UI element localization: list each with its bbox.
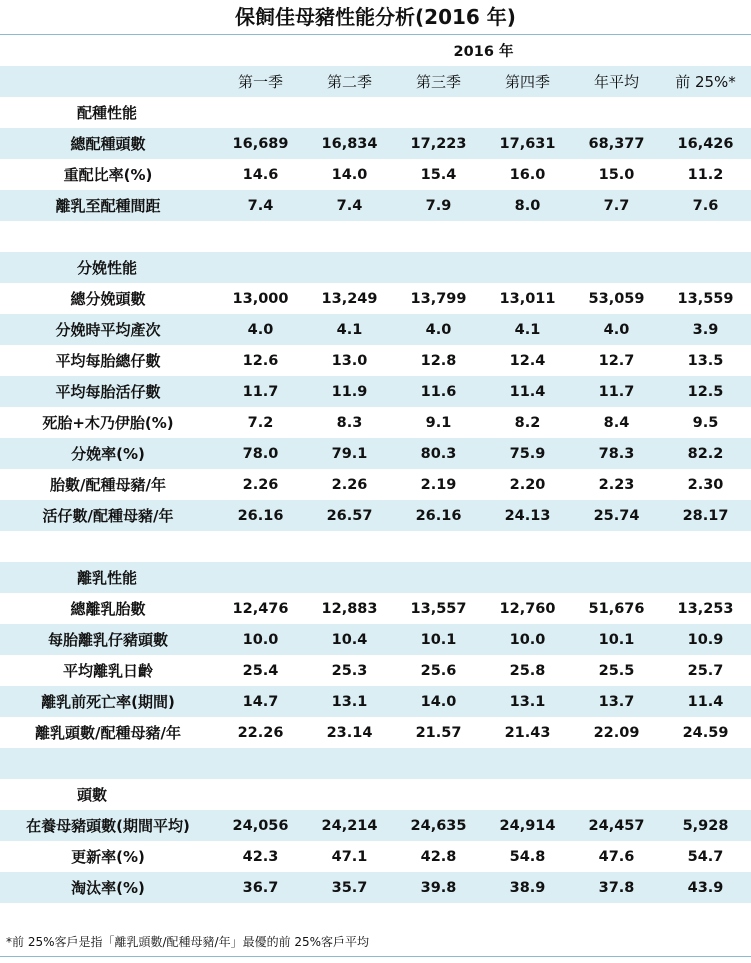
- row-label: 離乳至配種間距: [55, 197, 161, 215]
- table-row: [0, 345, 751, 376]
- row-label: 分娩率(%): [71, 445, 145, 463]
- row-label: 離乳前死亡率(期間): [41, 693, 175, 711]
- cell-value: 12.8: [420, 352, 457, 369]
- table-row: [0, 376, 751, 407]
- cell-value: 13,559: [677, 290, 734, 307]
- cell-value: 75.9: [509, 445, 546, 462]
- cell-value: 21.57: [415, 724, 462, 741]
- cell-value: 16.0: [509, 166, 546, 183]
- cell-value: 24,214: [321, 817, 378, 834]
- cell-value: 11.4: [509, 383, 546, 400]
- row-label: 分娩時平均產次: [55, 321, 161, 339]
- cell-value: 8.0: [514, 197, 541, 214]
- cell-value: 13,253: [677, 600, 734, 617]
- section-header-farrowing: [0, 252, 751, 283]
- cell-value: 25.5: [598, 662, 635, 679]
- table-row: [0, 314, 751, 345]
- cell-value: 25.7: [687, 662, 724, 679]
- cell-value: 4.0: [247, 321, 274, 338]
- cell-value: 2.26: [242, 476, 279, 493]
- table-row: [0, 593, 751, 624]
- section-title: 配種性能: [77, 104, 138, 122]
- cell-value: 8.4: [603, 414, 630, 431]
- page-title: 保飼佳母豬性能分析(2016 年): [235, 5, 516, 29]
- cell-value: 11.9: [331, 383, 368, 400]
- cell-value: 10.0: [509, 631, 546, 648]
- cell-value: 24,635: [410, 817, 467, 834]
- table-row: [0, 717, 751, 748]
- row-label: 每胎離乳仔豬頭數: [47, 631, 168, 649]
- cell-value: 13.1: [331, 693, 368, 710]
- year-header: 2016 年: [453, 44, 514, 60]
- cell-value: 16,426: [677, 135, 734, 152]
- section-title: 分娩性能: [77, 259, 138, 277]
- year-header-row: [0, 35, 751, 66]
- col-header-q2: 第二季: [326, 73, 372, 91]
- cell-value: 10.4: [331, 631, 368, 648]
- cell-value: 9.1: [425, 414, 452, 431]
- row-label: 更新率(%): [71, 848, 145, 866]
- cell-value: 22.09: [593, 724, 640, 741]
- section-title: 離乳性能: [77, 569, 138, 587]
- table-row: [0, 841, 751, 872]
- cell-value: 25.4: [242, 662, 279, 679]
- cell-value: 82.2: [687, 445, 724, 462]
- footnote: *前 25%客戶是指「離乳頭數/配種母豬/年」最優的前 25%客戶平均: [6, 935, 370, 949]
- cell-value: 37.8: [598, 879, 635, 896]
- cell-value: 11.7: [598, 383, 635, 400]
- row-label: 平均離乳日齡: [62, 662, 153, 680]
- cell-value: 13.0: [331, 352, 368, 369]
- cell-value: 4.0: [425, 321, 452, 338]
- row-label: 淘汰率(%): [71, 879, 145, 897]
- table-row: [0, 624, 751, 655]
- row-label: 離乳頭數/配種母豬/年: [35, 724, 181, 742]
- cell-value: 26.16: [415, 507, 462, 524]
- cell-value: 42.8: [420, 848, 457, 865]
- cell-value: 13,249: [321, 290, 378, 307]
- cell-value: 53,059: [588, 290, 645, 307]
- table-row: [0, 686, 751, 717]
- cell-value: 11.7: [242, 383, 279, 400]
- col-header-annual-avg: 年平均: [593, 73, 639, 91]
- cell-value: 38.9: [509, 879, 546, 896]
- cell-value: 13.5: [687, 352, 724, 369]
- table-row: [0, 810, 751, 841]
- row-label: 平均每胎活仔數: [55, 383, 161, 401]
- row-label: 總離乳胎數: [70, 600, 146, 618]
- cell-value: 24,457: [588, 817, 645, 834]
- cell-value: 68,377: [588, 135, 645, 152]
- table-row: [0, 128, 751, 159]
- cell-value: 13.1: [509, 693, 546, 710]
- cell-value: 25.74: [593, 507, 640, 524]
- table-row: [0, 872, 751, 903]
- cell-value: 24.13: [504, 507, 551, 524]
- cell-value: 80.3: [420, 445, 457, 462]
- cell-value: 54.7: [687, 848, 724, 865]
- cell-value: 9.5: [692, 414, 719, 431]
- row-label: 總分娩頭數: [70, 290, 146, 308]
- cell-value: 10.9: [687, 631, 724, 648]
- cell-value: 8.2: [514, 414, 541, 431]
- cell-value: 12,760: [499, 600, 556, 617]
- column-header-row: [0, 66, 751, 97]
- table-row: [0, 438, 751, 469]
- section-header-headcount: [0, 779, 751, 810]
- spacer-row: [0, 748, 751, 779]
- cell-value: 26.16: [237, 507, 284, 524]
- cell-value: 12,883: [321, 600, 378, 617]
- cell-value: 15.4: [420, 166, 457, 183]
- cell-value: 25.6: [420, 662, 457, 679]
- performance-table: [0, 35, 751, 903]
- cell-value: 7.6: [692, 197, 719, 214]
- row-label: 胎數/配種母豬/年: [50, 476, 166, 494]
- cell-value: 26.57: [326, 507, 373, 524]
- cell-value: 17,631: [499, 135, 556, 152]
- cell-value: 10.0: [242, 631, 279, 648]
- cell-value: 23.14: [326, 724, 373, 741]
- cell-value: 24,914: [499, 817, 556, 834]
- cell-value: 25.8: [509, 662, 546, 679]
- table-row: [0, 655, 751, 686]
- cell-value: 35.7: [331, 879, 368, 896]
- cell-value: 13,011: [499, 290, 556, 307]
- cell-value: 13.7: [598, 693, 635, 710]
- cell-value: 14.7: [242, 693, 279, 710]
- cell-value: 51,676: [588, 600, 645, 617]
- cell-value: 24,056: [232, 817, 289, 834]
- spacer-row: [0, 221, 751, 252]
- section-header-breeding: [0, 97, 751, 128]
- cell-value: 78.3: [598, 445, 635, 462]
- cell-value: 12.6: [242, 352, 279, 369]
- cell-value: 13,799: [410, 290, 467, 307]
- cell-value: 25.3: [331, 662, 368, 679]
- spacer-row: [0, 531, 751, 562]
- cell-value: 10.1: [420, 631, 457, 648]
- table-row: [0, 190, 751, 221]
- cell-value: 16,689: [232, 135, 289, 152]
- cell-value: 43.9: [687, 879, 724, 896]
- cell-value: 2.23: [598, 476, 635, 493]
- cell-value: 13,000: [232, 290, 289, 307]
- cell-value: 7.4: [247, 197, 274, 214]
- cell-value: 2.30: [687, 476, 724, 493]
- cell-value: 11.2: [687, 166, 724, 183]
- cell-value: 12,476: [232, 600, 289, 617]
- cell-value: 3.9: [692, 321, 719, 338]
- cell-value: 8.3: [336, 414, 363, 431]
- cell-value: 7.4: [336, 197, 363, 214]
- col-header-q4: 第四季: [504, 73, 550, 91]
- cell-value: 47.1: [331, 848, 368, 865]
- cell-value: 2.20: [509, 476, 546, 493]
- cell-value: 24.59: [682, 724, 729, 741]
- cell-value: 47.6: [598, 848, 635, 865]
- cell-value: 7.2: [247, 414, 274, 431]
- cell-value: 22.26: [237, 724, 284, 741]
- row-label: 總配種頭數: [70, 135, 146, 153]
- cell-value: 4.1: [514, 321, 541, 338]
- row-label: 死胎+木乃伊胎(%): [42, 414, 174, 432]
- cell-value: 15.0: [598, 166, 635, 183]
- cell-value: 4.0: [603, 321, 630, 338]
- table-row: [0, 407, 751, 438]
- cell-value: 28.17: [682, 507, 729, 524]
- row-label: 在養母豬頭數(期間平均): [26, 817, 190, 835]
- cell-value: 11.4: [687, 693, 724, 710]
- cell-value: 78.0: [242, 445, 279, 462]
- cell-value: 14.0: [331, 166, 368, 183]
- table-row: [0, 500, 751, 531]
- cell-value: 12.7: [598, 352, 635, 369]
- cell-value: 14.6: [242, 166, 279, 183]
- col-header-q1: 第一季: [237, 73, 283, 91]
- cell-value: 54.8: [509, 848, 546, 865]
- table-row: [0, 283, 751, 314]
- row-label: 重配比率(%): [63, 166, 153, 184]
- cell-value: 4.1: [336, 321, 363, 338]
- cell-value: 14.0: [420, 693, 457, 710]
- table-row: [0, 469, 751, 500]
- cell-value: 12.5: [687, 383, 724, 400]
- cell-value: 42.3: [242, 848, 279, 865]
- row-label: 活仔數/配種母豬/年: [42, 507, 174, 525]
- cell-value: 12.4: [509, 352, 546, 369]
- cell-value: 16,834: [321, 135, 378, 152]
- row-label: 平均每胎總仔數: [55, 352, 161, 370]
- cell-value: 21.43: [504, 724, 551, 741]
- table-row: [0, 159, 751, 190]
- cell-value: 5,928: [682, 817, 729, 834]
- col-header-q3: 第三季: [415, 73, 461, 91]
- cell-value: 11.6: [420, 383, 457, 400]
- cell-value: 39.8: [420, 879, 457, 896]
- cell-value: 7.9: [425, 197, 452, 214]
- cell-value: 17,223: [410, 135, 467, 152]
- section-title: 頭數: [77, 786, 108, 804]
- cell-value: 79.1: [331, 445, 368, 462]
- cell-value: 13,557: [410, 600, 467, 617]
- cell-value: 2.19: [420, 476, 457, 493]
- cell-value: 7.7: [603, 197, 630, 214]
- bottom-divider: [0, 956, 751, 957]
- cell-value: 36.7: [242, 879, 279, 896]
- section-header-weaning: [0, 562, 751, 593]
- cell-value: 10.1: [598, 631, 635, 648]
- cell-value: 2.26: [331, 476, 368, 493]
- col-header-top25: 前 25%*: [675, 73, 736, 91]
